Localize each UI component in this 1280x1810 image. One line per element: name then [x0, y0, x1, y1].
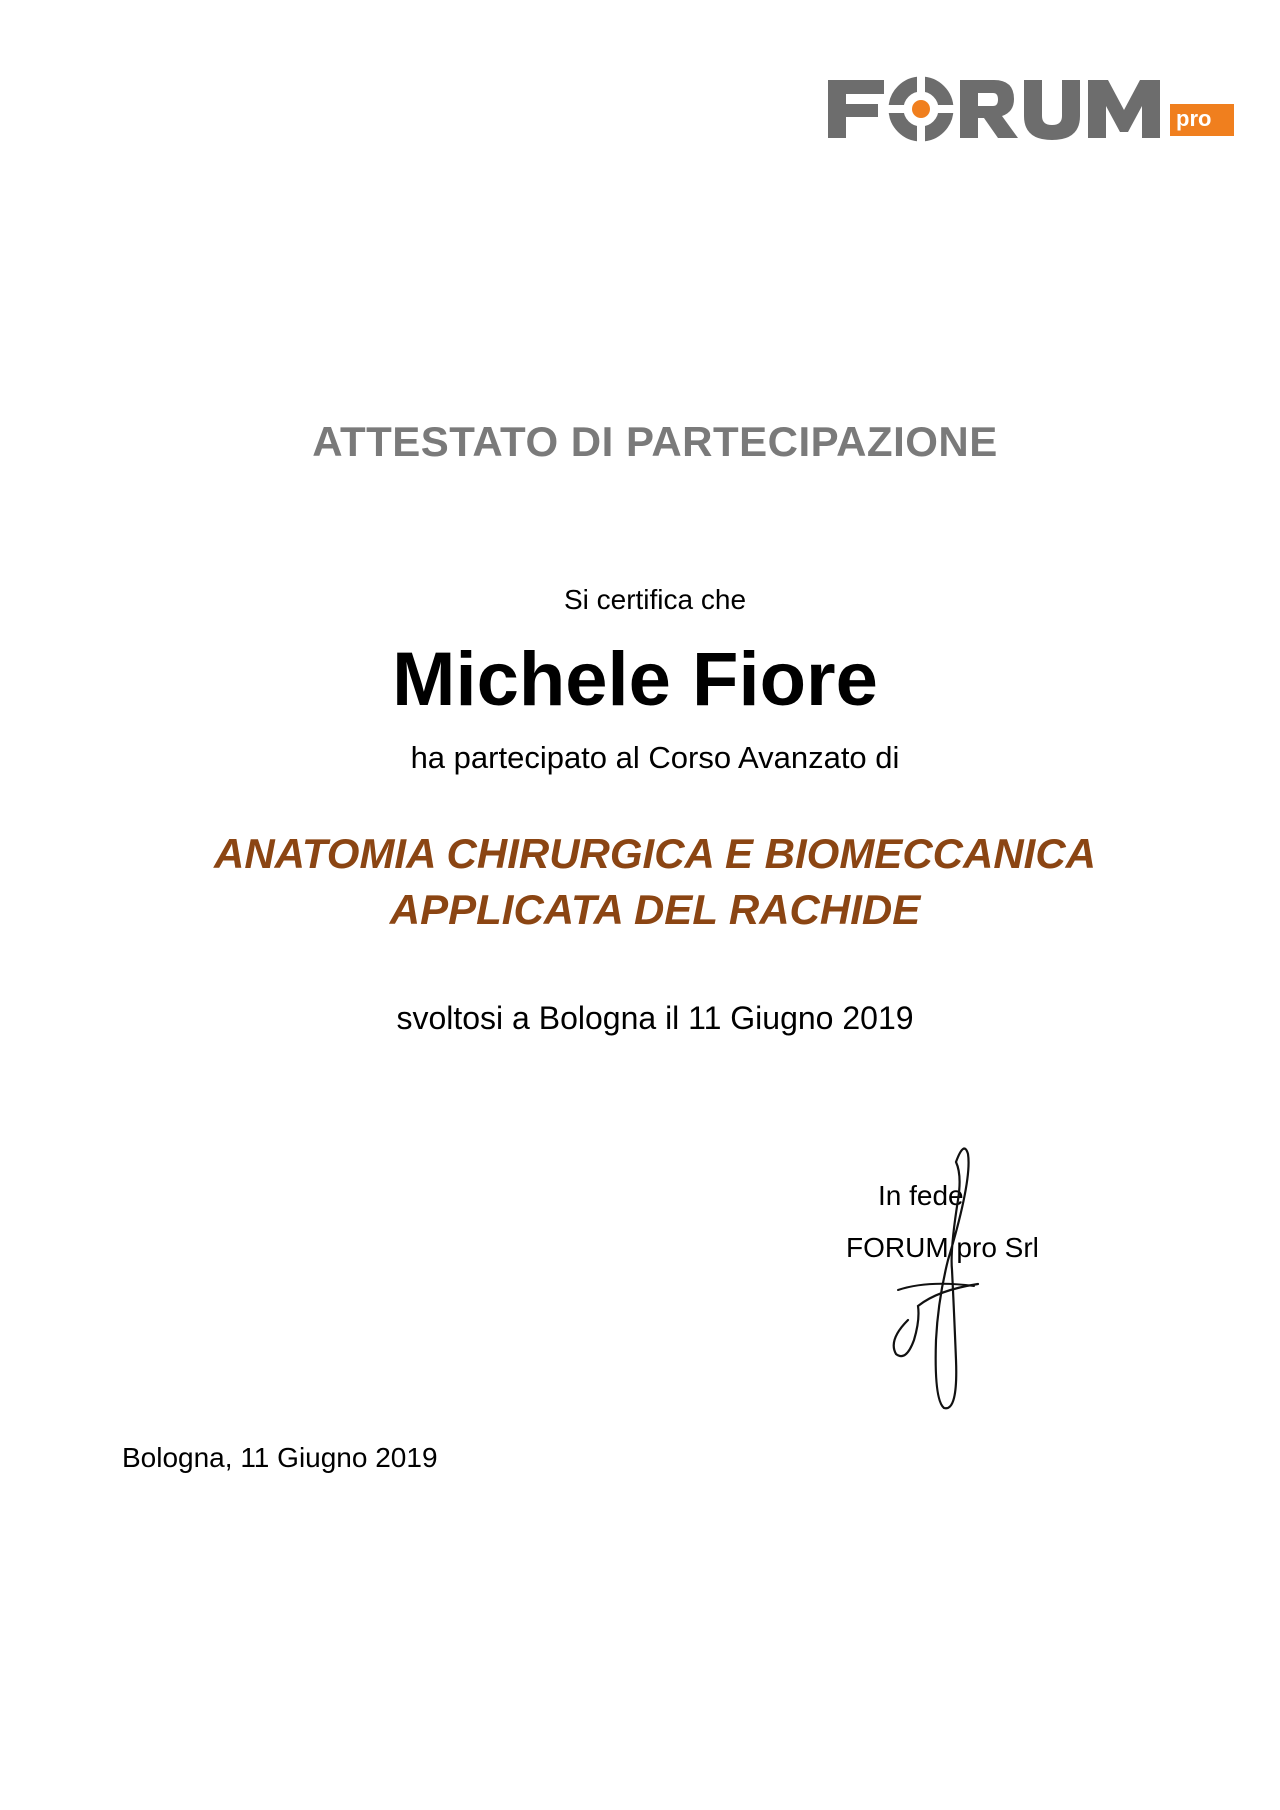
- course-title-line2: APPLICATA DEL RACHIDE: [389, 886, 921, 933]
- participation-text: ha partecipato al Corso Avanzato di: [410, 740, 900, 775]
- logo-graphic: [826, 74, 1236, 144]
- certificate-title: ATTESTATO DI PARTECIPAZIONE: [312, 418, 998, 465]
- course-title-line1: ANATOMIA CHIRURGICA E BIOMECCANICA: [214, 830, 1096, 877]
- company-name: FORUM pro Srl: [846, 1232, 1039, 1263]
- recipient-name: Michele Fiore: [392, 637, 878, 722]
- handwritten-signature: [878, 1140, 998, 1415]
- venue-text: svoltosi a Bologna il 11 Giugno 2019: [396, 1000, 914, 1036]
- course-title: [0, 826, 1280, 938]
- forum-pro-logo: [826, 74, 1236, 144]
- place-date: Bologna, 11 Giugno 2019: [122, 1442, 438, 1473]
- certify-text: Si certifica che: [563, 584, 747, 615]
- logo-badge-text: pro: [1176, 106, 1212, 131]
- closing-text: In fede: [878, 1180, 964, 1211]
- signature-drawing: [878, 1140, 998, 1415]
